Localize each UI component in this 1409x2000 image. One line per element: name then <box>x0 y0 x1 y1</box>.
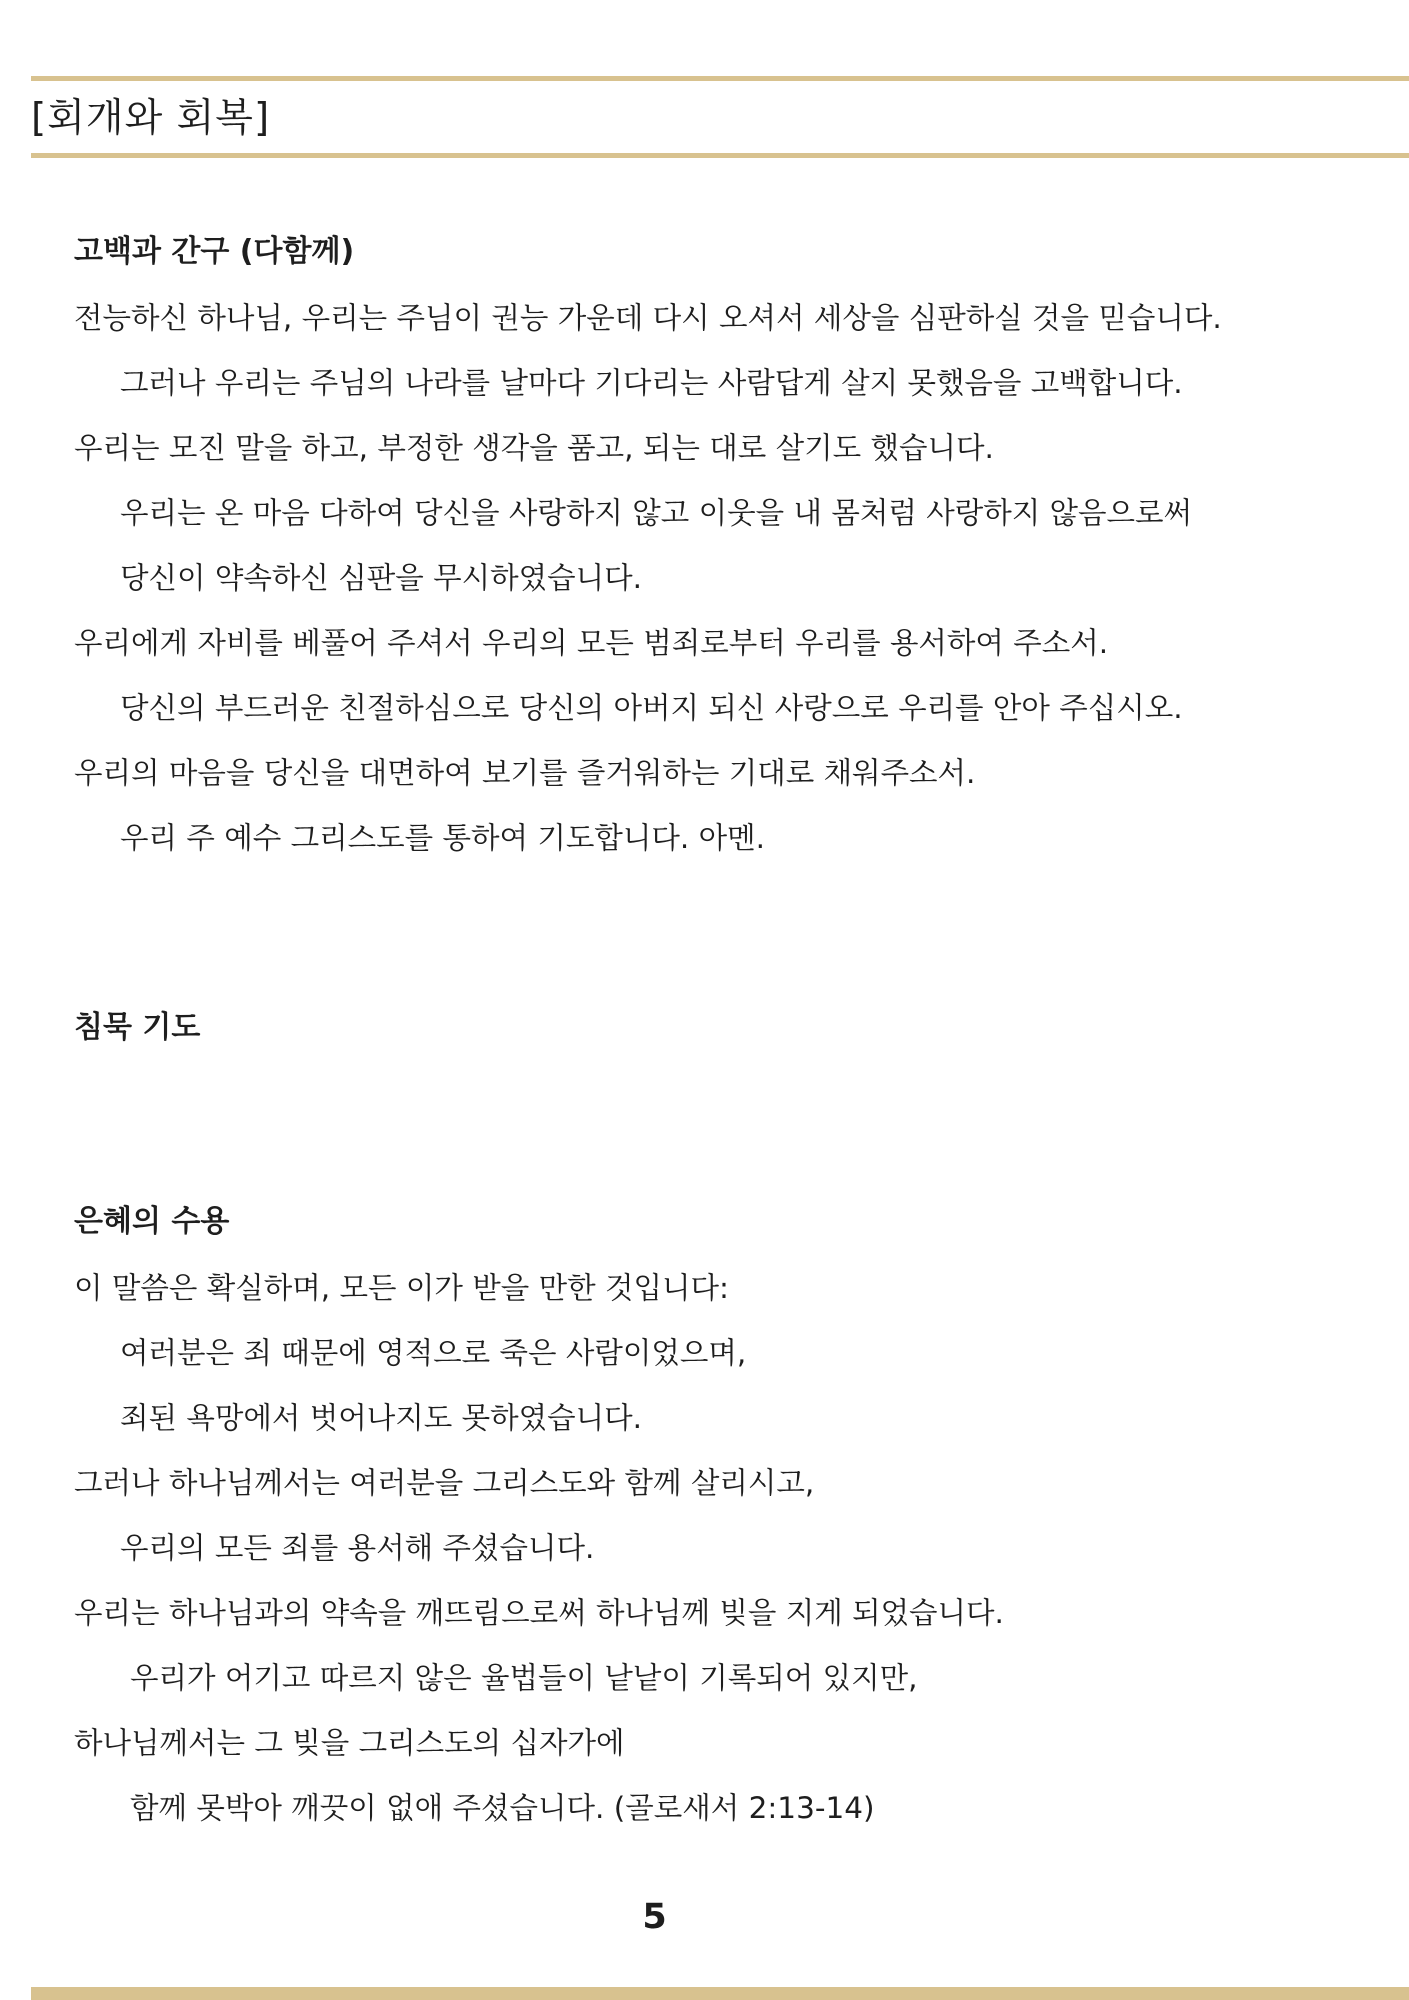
prayer-line: 그러나 우리는 주님의 나라를 날마다 기다리는 사람답게 살지 못했음을 고백합니다. <box>120 366 1183 400</box>
prayer-line: 우리에게 자비를 베풀어 주셔서 우리의 모든 범죄로부터 우리를 용서하여 주소서. <box>74 626 1109 660</box>
section-title: [회개와 회복] <box>31 96 271 141</box>
scripture-line: 이 말씀은 확실하며, 모든 이가 받을 만한 것입니다: <box>74 1271 729 1305</box>
scripture-line: 우리가 어기고 따르지 않은 율법들이 낱낱이 기록되어 있지만, <box>130 1661 918 1695</box>
scripture-line: 함께 못박아 깨끗이 없애 주셨습니다. (골로새서 2:13-14) <box>130 1791 875 1825</box>
prayer-line: 우리는 모진 말을 하고, 부정한 생각을 품고, 되는 대로 살기도 했습니다. <box>74 431 994 465</box>
scripture-line: 여러분은 죄 때문에 영적으로 죽은 사람이었으며, <box>120 1336 747 1370</box>
prayer-line: 우리의 마음을 당신을 대면하여 보기를 즐거워하는 기대로 채워주소서. <box>74 756 976 790</box>
prayer-line: 전능하신 하나님, 우리는 주님이 권능 가운데 다시 오셔서 세상을 심판하실 것을 믿습니다. <box>74 301 1222 335</box>
grace-heading: 은혜의 수용 <box>74 1204 230 1239</box>
prayer-line: 우리는 온 마음 다하여 당신을 사랑하지 않고 이웃을 내 몸처럼 사랑하지 않음으로써 <box>120 496 1193 530</box>
bottom-rule <box>31 1987 1409 2000</box>
grace-text <box>74 1256 1004 1841</box>
page-number: 5 <box>642 1897 667 1937</box>
scripture-line: 그러나 하나님께서는 여러분을 그리스도와 함께 살리시고, <box>74 1466 815 1500</box>
scripture-line: 죄된 욕망에서 벗어나지도 못하였습니다. <box>120 1401 642 1435</box>
title-underline-rule <box>31 153 1409 158</box>
silent-prayer-heading: 침묵 기도 <box>74 1010 201 1045</box>
prayer-line: 당신이 약속하신 심판을 무시하였습니다. <box>120 561 642 595</box>
prayer-line: 우리 주 예수 그리스도를 통하여 기도합니다. 아멘. <box>120 821 765 855</box>
scripture-line: 하나님께서는 그 빚을 그리스도의 십자가에 <box>74 1726 625 1760</box>
confession-prayer-text <box>74 286 1222 871</box>
top-rule <box>31 76 1409 81</box>
confession-heading: 고백과 간구 (다함께) <box>74 234 355 269</box>
scripture-line: 우리의 모든 죄를 용서해 주셨습니다. <box>120 1531 595 1565</box>
prayer-line: 당신의 부드러운 친절하심으로 당신의 아버지 되신 사랑으로 우리를 안아 주십시오. <box>120 691 1183 725</box>
scripture-line: 우리는 하나님과의 약속을 깨뜨림으로써 하나님께 빚을 지게 되었습니다. <box>74 1596 1004 1630</box>
